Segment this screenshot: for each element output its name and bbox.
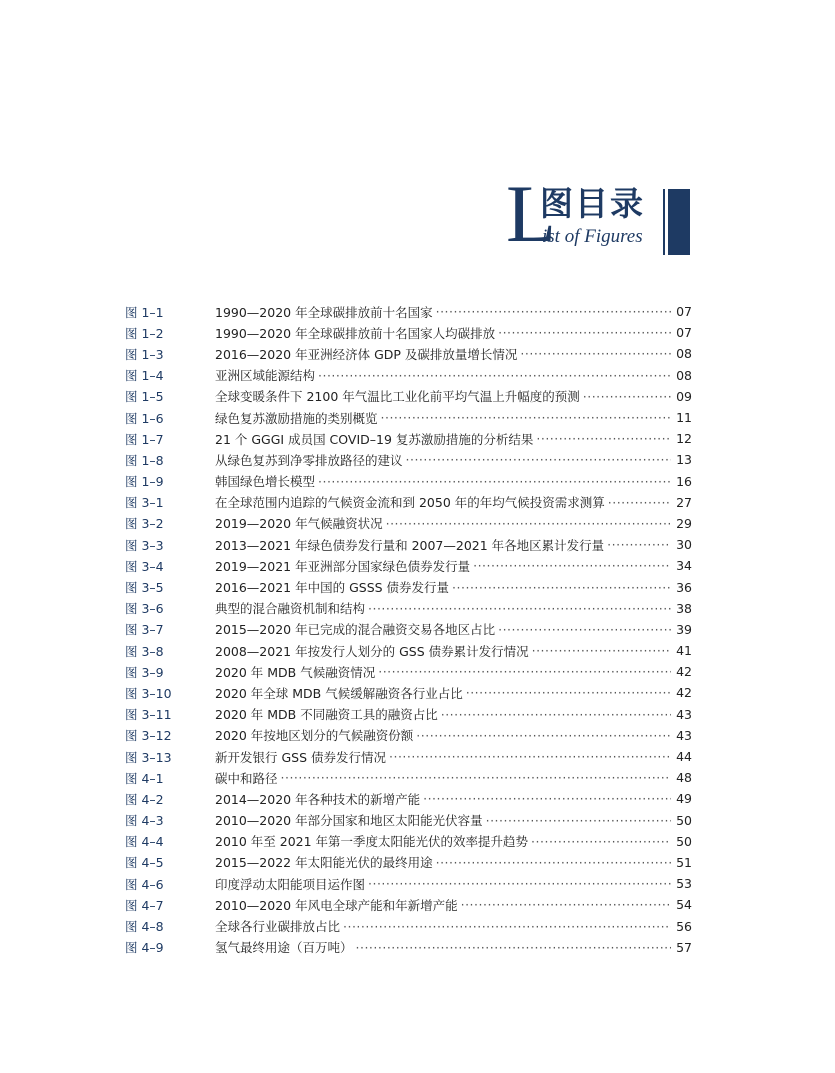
figure-title: 新开发银行 GSS 债券发行情况 bbox=[215, 749, 387, 765]
figure-entry[interactable] bbox=[125, 831, 692, 852]
figure-title: 2020 年 MDB 气候融资情况 bbox=[215, 664, 376, 680]
figure-entry[interactable] bbox=[125, 725, 692, 746]
figure-title: 2015—2020 年已完成的混合融资交易各地区占比 bbox=[215, 622, 496, 638]
figure-title: 典型的混合融资机制和结构 bbox=[215, 601, 366, 617]
figure-number: 图 1–7 bbox=[125, 431, 164, 447]
page-number: 54 bbox=[676, 897, 692, 913]
dot-leader bbox=[498, 325, 671, 340]
dot-leader bbox=[466, 685, 671, 700]
dot-leader bbox=[389, 749, 671, 764]
figure-number: 图 3–6 bbox=[125, 601, 164, 617]
figure-number: 图 4–2 bbox=[125, 791, 164, 807]
page-number: 48 bbox=[676, 770, 692, 786]
page-number: 57 bbox=[676, 939, 692, 955]
figure-number: 图 1–3 bbox=[125, 346, 164, 362]
figure-entry[interactable] bbox=[125, 894, 692, 915]
figure-number: 图 3–1 bbox=[125, 495, 164, 511]
list-of-figures-header bbox=[500, 168, 700, 265]
figure-entry[interactable] bbox=[125, 492, 692, 513]
figure-title: 2019—2021 年亚洲部分国家绿色债券发行量 bbox=[215, 558, 471, 574]
figure-title: 印度浮动太阳能项目运作图 bbox=[215, 876, 366, 892]
figure-list bbox=[125, 301, 692, 958]
dot-leader bbox=[520, 346, 671, 361]
dot-leader bbox=[486, 813, 671, 828]
figure-title: 氢气最终用途（百万吨） bbox=[215, 940, 353, 956]
figure-entry[interactable] bbox=[125, 365, 692, 386]
figure-title: 2013—2021 年绿色债券发行量和 2007—2021 年各地区累计发行量 bbox=[215, 537, 605, 553]
figure-number: 图 4–8 bbox=[125, 919, 164, 935]
dot-leader bbox=[378, 664, 671, 679]
dot-leader bbox=[423, 791, 671, 806]
figure-entry[interactable] bbox=[125, 386, 692, 407]
figure-number: 图 3–12 bbox=[125, 728, 172, 744]
figure-entry[interactable] bbox=[125, 619, 692, 640]
figure-entry[interactable] bbox=[125, 343, 692, 364]
page-number: 50 bbox=[676, 833, 692, 849]
figure-entry[interactable] bbox=[125, 873, 692, 894]
page-number: 13 bbox=[676, 452, 692, 468]
figure-number: 图 3–9 bbox=[125, 664, 164, 680]
dot-leader bbox=[281, 770, 671, 785]
figure-number: 图 4–4 bbox=[125, 834, 164, 850]
page-number: 07 bbox=[676, 304, 692, 320]
dot-leader bbox=[436, 304, 671, 319]
page-number: 53 bbox=[676, 876, 692, 892]
figure-number: 图 1–8 bbox=[125, 452, 164, 468]
figure-entry[interactable] bbox=[125, 428, 692, 449]
figure-title: 韩国绿色增长模型 bbox=[215, 474, 316, 490]
figure-title: 绿色复苏激励措施的类别概览 bbox=[215, 410, 378, 426]
figure-number: 图 4–7 bbox=[125, 897, 164, 913]
figure-entry[interactable] bbox=[125, 682, 692, 703]
figure-title: 2020 年按地区划分的气候融资份额 bbox=[215, 728, 414, 744]
dot-leader bbox=[441, 707, 671, 722]
figure-title: 亚洲区域能源结构 bbox=[215, 368, 316, 384]
figure-number: 图 3–11 bbox=[125, 707, 172, 723]
figure-number: 图 3–4 bbox=[125, 558, 164, 574]
figure-title: 2015—2022 年太阳能光伏的最终用途 bbox=[215, 855, 433, 871]
figure-entry[interactable] bbox=[125, 322, 692, 343]
page-number: 39 bbox=[676, 621, 692, 637]
figure-title: 碳中和路径 bbox=[215, 770, 278, 786]
dot-leader bbox=[498, 622, 671, 637]
page-number: 36 bbox=[676, 579, 692, 595]
figure-title: 2020 年 MDB 不同融资工具的融资占比 bbox=[215, 707, 438, 723]
dot-leader bbox=[536, 431, 671, 446]
figure-entry[interactable] bbox=[125, 301, 692, 322]
figure-number: 图 4–6 bbox=[125, 876, 164, 892]
figure-number: 图 1–2 bbox=[125, 325, 164, 341]
figure-entry[interactable] bbox=[125, 915, 692, 936]
page-title: 图目录 bbox=[540, 184, 645, 223]
page-number: 09 bbox=[676, 388, 692, 404]
dot-leader bbox=[531, 834, 671, 849]
figure-title: 2016—2021 年中国的 GSSS 债券发行量 bbox=[215, 580, 450, 596]
figure-number: 图 1–5 bbox=[125, 389, 164, 405]
page-number: 08 bbox=[676, 367, 692, 383]
figure-entry[interactable] bbox=[125, 640, 692, 661]
page-number: 27 bbox=[676, 494, 692, 510]
figure-number: 图 3–5 bbox=[125, 580, 164, 596]
page-number: 44 bbox=[676, 749, 692, 765]
figure-title: 2014—2020 年各种技术的新增产能 bbox=[215, 791, 421, 807]
page-number: 41 bbox=[676, 643, 692, 659]
dot-leader bbox=[381, 410, 671, 425]
page-number: 11 bbox=[676, 410, 692, 426]
figure-entry[interactable] bbox=[125, 788, 692, 809]
dot-leader bbox=[318, 368, 671, 383]
figure-number: 图 1–1 bbox=[125, 304, 164, 320]
page-number: 16 bbox=[676, 473, 692, 489]
dot-leader bbox=[356, 940, 671, 955]
page-number: 29 bbox=[676, 515, 692, 531]
figure-number: 图 3–8 bbox=[125, 643, 164, 659]
page-number: 50 bbox=[676, 812, 692, 828]
figure-entry[interactable] bbox=[125, 852, 692, 873]
figure-entry[interactable] bbox=[125, 598, 692, 619]
page-number: 07 bbox=[676, 325, 692, 341]
figure-number: 图 3–3 bbox=[125, 537, 164, 553]
figure-title: 从绿色复苏到净零排放路径的建议 bbox=[215, 452, 403, 468]
figure-title: 2016—2020 年亚洲经济体 GDP 及碳排放量增长情况 bbox=[215, 346, 518, 362]
figure-title: 2010 年至 2021 年第一季度太阳能光伏的效率提升趋势 bbox=[215, 834, 529, 850]
figure-title: 2020 年全球 MDB 气候缓解融资各行业占比 bbox=[215, 685, 463, 701]
figure-number: 图 4–5 bbox=[125, 855, 164, 871]
page-number: 12 bbox=[676, 431, 692, 447]
figure-title: 2019—2020 年气候融资状况 bbox=[215, 516, 383, 532]
page-number: 30 bbox=[676, 537, 692, 553]
figure-number: 图 1–6 bbox=[125, 410, 164, 426]
figure-entry[interactable] bbox=[125, 534, 692, 555]
figure-number: 图 4–9 bbox=[125, 940, 164, 956]
figure-title: 2008—2021 年按发行人划分的 GSS 债券累计发行情况 bbox=[215, 643, 529, 659]
page-number: 43 bbox=[676, 706, 692, 722]
figure-entry[interactable] bbox=[125, 746, 692, 767]
dot-leader bbox=[416, 728, 671, 743]
dot-leader bbox=[473, 558, 671, 573]
page-number: 51 bbox=[676, 854, 692, 870]
figure-number: 图 3–10 bbox=[125, 685, 172, 701]
figure-entry[interactable] bbox=[125, 937, 692, 958]
figure-number: 图 1–4 bbox=[125, 368, 164, 384]
dot-leader bbox=[436, 855, 671, 870]
figure-entry[interactable] bbox=[125, 576, 692, 597]
dot-leader bbox=[318, 474, 671, 489]
decorative-thin-bar bbox=[663, 189, 665, 255]
dot-leader bbox=[583, 389, 671, 404]
dot-leader bbox=[608, 495, 671, 510]
figure-title: 1990—2020 年全球碳排放前十名国家人均碳排放 bbox=[215, 325, 496, 341]
figure-entry[interactable] bbox=[125, 810, 692, 831]
page-number: 49 bbox=[676, 791, 692, 807]
figure-title: 21 个 GGGI 成员国 COVID–19 复苏激励措施的分析结果 bbox=[215, 431, 534, 447]
figure-number: 图 4–1 bbox=[125, 770, 164, 786]
decorative-bar bbox=[668, 189, 690, 255]
dot-leader bbox=[386, 516, 671, 531]
figure-title: 2010—2020 年风电全球产能和年新增产能 bbox=[215, 897, 458, 913]
dot-leader bbox=[461, 897, 671, 912]
figure-number: 图 4–3 bbox=[125, 813, 164, 829]
figure-entry[interactable] bbox=[125, 513, 692, 534]
dot-leader bbox=[368, 876, 671, 891]
dot-leader bbox=[368, 601, 671, 616]
page-number: 42 bbox=[676, 664, 692, 680]
figure-title: 1990—2020 年全球碳排放前十名国家 bbox=[215, 304, 433, 320]
figure-number: 图 1–9 bbox=[125, 474, 164, 490]
header-initial-letter: L bbox=[506, 168, 557, 259]
page-number: 38 bbox=[676, 600, 692, 616]
figure-number: 图 3–7 bbox=[125, 622, 164, 638]
page-number: 34 bbox=[676, 558, 692, 574]
dot-leader bbox=[343, 919, 671, 934]
figure-title: 全球各行业碳排放占比 bbox=[215, 919, 341, 935]
page-number: 43 bbox=[676, 727, 692, 743]
figure-entry[interactable] bbox=[125, 661, 692, 682]
page-number: 56 bbox=[676, 918, 692, 934]
figure-number: 图 3–13 bbox=[125, 749, 172, 765]
figure-entry[interactable] bbox=[125, 767, 692, 788]
figure-title: 2010—2020 年部分国家和地区太阳能光伏容量 bbox=[215, 813, 483, 829]
figure-entry[interactable] bbox=[125, 449, 692, 470]
figure-entry[interactable] bbox=[125, 471, 692, 492]
figure-entry[interactable] bbox=[125, 555, 692, 576]
dot-leader bbox=[452, 580, 671, 595]
dot-leader bbox=[532, 643, 671, 658]
dot-leader bbox=[607, 537, 671, 552]
page-number: 42 bbox=[676, 685, 692, 701]
figure-entry[interactable] bbox=[125, 704, 692, 725]
page-number: 08 bbox=[676, 346, 692, 362]
figure-entry[interactable] bbox=[125, 407, 692, 428]
page-subtitle: ist of Figures bbox=[542, 226, 643, 247]
dot-leader bbox=[406, 452, 671, 467]
figure-title: 在全球范围内追踪的气候资金流和到 2050 年的年均气候投资需求测算 bbox=[215, 495, 605, 511]
figure-title: 全球变暖条件下 2100 年气温比工业化前平均气温上升幅度的预测 bbox=[215, 389, 580, 405]
figure-number: 图 3–2 bbox=[125, 516, 164, 532]
